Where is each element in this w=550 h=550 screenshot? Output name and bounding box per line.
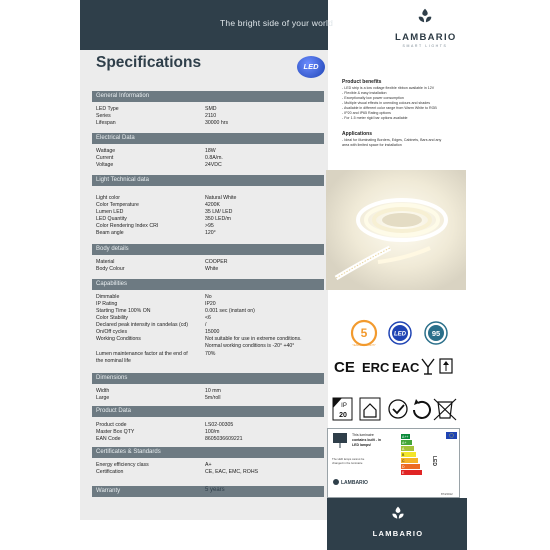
benefit-line: - IP20 and IP65 Rating options xyxy=(342,111,391,115)
warranty-arc-text: YEARS WARRANTY xyxy=(352,344,376,347)
row-label: Color Rendering Index CRI xyxy=(96,223,159,229)
warranty-years-text: 5 xyxy=(360,326,368,340)
row-value: 8605036609221 xyxy=(205,436,243,442)
row-label: Working Conditions xyxy=(96,336,141,342)
ip20-icon xyxy=(333,398,352,420)
recycle-check-icon xyxy=(389,400,407,418)
brand-subtitle: SMART LIGHTS xyxy=(402,44,448,48)
row-value: 5m/roll xyxy=(205,395,221,401)
row-value: <6 xyxy=(205,315,211,321)
row-value: 24VDC xyxy=(205,162,222,168)
row-label: IP Rating xyxy=(96,301,118,307)
benefit-line: - Available in different color range from Warm White to RGB xyxy=(342,106,437,110)
row-value: A+ xyxy=(205,462,212,468)
row-label: Certification xyxy=(96,469,124,475)
energy-class-label: C xyxy=(402,459,405,463)
led-icon-text: LED xyxy=(394,331,406,338)
section-product-header: Product Data xyxy=(92,406,324,417)
row-value: CE, EAC, EMC, ROHS xyxy=(205,469,259,475)
energy-label xyxy=(327,428,460,498)
section-electrical-header: Electrical Data xyxy=(92,133,324,144)
warranty-value: 5 years xyxy=(205,487,225,493)
benefit-line: - For 1.5 meter rigid bar options available xyxy=(342,116,408,120)
row-label: Dimmable xyxy=(96,294,120,300)
row-value: 70% xyxy=(205,351,216,357)
energy-side-label: LED xyxy=(431,456,437,466)
tagline: The bright side of your world xyxy=(220,18,334,28)
energy-brand: LAMBARIO xyxy=(341,480,368,486)
row-label: Material xyxy=(96,259,115,265)
row-value: >95 xyxy=(205,223,214,229)
row-value: COOPER xyxy=(205,259,228,265)
cri-icon-text: 95 xyxy=(431,329,441,338)
warranty-5-years-icon xyxy=(352,321,376,347)
row-label: Series xyxy=(96,113,111,119)
ce-mark-icon: CE xyxy=(334,359,355,376)
row-value: SMD xyxy=(205,106,217,112)
energy-class-label: D xyxy=(402,465,405,469)
certification-marks xyxy=(330,355,460,377)
row-label: Body Colour xyxy=(96,266,125,272)
row-value: 350 LED/m xyxy=(205,216,231,222)
lamp-icon xyxy=(440,359,452,373)
lambario-mark-icon xyxy=(416,7,434,25)
row-value: LS02-00305 xyxy=(205,422,234,428)
row-label: Starting Time 100% ON xyxy=(96,308,151,314)
lambario-mark-small-icon xyxy=(333,479,339,485)
row-label: Master Box QTY xyxy=(96,429,135,435)
footer-logo xyxy=(370,505,426,538)
energy-class-label: E xyxy=(402,471,405,475)
row-label: On/Off cycles xyxy=(96,329,128,335)
energy-small-2: changed in the luminaire xyxy=(332,461,363,465)
row-label: Voltage xyxy=(96,162,114,168)
row-value: 15000 xyxy=(205,329,220,335)
application-line: - Ideal for illuminating Borders, Edges, Cabinets, Bars and any xyxy=(342,138,442,142)
ip-bottom-text: 20 xyxy=(339,412,347,419)
row-value: 100/m xyxy=(205,429,220,435)
row-value: No xyxy=(205,294,212,300)
feature-badges xyxy=(336,318,456,348)
row-value: Natural White xyxy=(205,195,237,201)
section-capabilities-header: Capabilities xyxy=(92,279,324,290)
eu-flag-icon xyxy=(446,432,457,439)
applications-title: Applications xyxy=(342,131,373,137)
row-label: Current xyxy=(96,155,114,161)
lambario-mark-footer-icon xyxy=(390,505,406,521)
section-certificates-header: Certificates & Standards xyxy=(92,447,324,458)
row-label: Lifespan xyxy=(96,120,116,126)
erc-mark-icon: ERC xyxy=(362,360,390,375)
benefit-line: - Flexible & easy installation xyxy=(342,91,387,95)
row-label: Declared peak intensity in candelas (cd) xyxy=(96,322,188,328)
row-value: 4200K xyxy=(205,202,221,208)
row-value: IP20 xyxy=(205,301,216,307)
row-label: the nominal life xyxy=(96,358,131,364)
section-general-header: General Information xyxy=(92,91,324,102)
energy-class-label: A xyxy=(402,447,405,451)
section-warranty-header: Warranty xyxy=(92,486,324,497)
row-value: 0.001 sec (instant on) xyxy=(205,308,255,314)
led-badge: LED xyxy=(297,56,325,78)
row-label: Energy efficiency class xyxy=(96,462,149,468)
application-line: area with limited space for installation xyxy=(342,143,402,147)
brand-name: LAMBARIO xyxy=(395,32,457,43)
eac-mark-icon: EAC xyxy=(392,360,420,375)
row-value: 2110 xyxy=(205,113,217,119)
row-value: / xyxy=(205,322,207,328)
row-value: Not suitable for use in extreme conditions. xyxy=(205,336,302,342)
row-label: Color Stability xyxy=(96,315,129,321)
row-label: Color Temperature xyxy=(96,202,139,208)
row-value: 35 LM/ LED xyxy=(205,209,233,215)
row-label: Width xyxy=(96,388,110,394)
section-dimensions-header: Dimensions xyxy=(92,373,324,384)
indoor-use-icon xyxy=(360,398,380,420)
row-value: 0.8A/m. xyxy=(205,155,223,161)
energy-class-label: A+ xyxy=(402,441,407,445)
section-light-header: Light Technical data xyxy=(92,175,324,186)
row-value: 18W xyxy=(205,148,216,154)
row-label: Lumen maintenance factor at the end of xyxy=(96,351,188,357)
page-title: Specifications xyxy=(96,54,202,71)
benefit-line: - LED strip is a low voltage flexible ribbon available in 12V xyxy=(342,86,435,90)
row-label: Light color xyxy=(96,195,120,201)
row-label: Beam angle xyxy=(96,230,124,236)
row-value: White xyxy=(205,266,219,272)
energy-class-label: B xyxy=(402,453,405,457)
row-label: Lumen LED xyxy=(96,209,124,215)
power-supply-icon xyxy=(422,359,434,374)
row-label: Large xyxy=(96,395,110,401)
benefits-title: Product benefits xyxy=(342,79,382,85)
energy-regulation: 874/2012 xyxy=(441,492,453,496)
row-value: 10 mm xyxy=(205,388,221,394)
led-strip-coil-image xyxy=(326,170,466,290)
section-body-header: Body details xyxy=(92,244,324,255)
cri-95-icon xyxy=(425,322,447,344)
energy-class-label: A++ xyxy=(402,435,409,439)
energy-class-scale xyxy=(401,434,422,475)
row-label: LED Quantity xyxy=(96,216,127,222)
brand-logo xyxy=(395,7,455,48)
benefit-line: - Multiple visual effects in unending colours and shades xyxy=(342,101,431,105)
row-value: Normal working conditions is -20° +40° xyxy=(205,343,295,349)
footer-brand: LAMBARIO xyxy=(372,529,424,538)
row-label: LED Type xyxy=(96,106,119,112)
energy-text-1: This luminaire xyxy=(352,433,374,437)
energy-text-2: contains built - in xyxy=(352,438,381,442)
energy-text-3: LED lamps! xyxy=(352,443,372,447)
energy-small-1: The LED lamps cannot be xyxy=(332,457,365,461)
row-label: Wattage xyxy=(96,148,116,154)
eco-cycle-icon xyxy=(414,399,430,418)
weee-bin-icon xyxy=(434,399,456,420)
row-label: EAN Code xyxy=(96,436,121,442)
ip-top-text: IP xyxy=(341,403,347,409)
benefit-line: - Exceptionally low power consumption xyxy=(342,96,404,100)
lamp-bulb-icon xyxy=(333,433,347,448)
row-label: Product code xyxy=(96,422,127,428)
led-icon xyxy=(389,322,411,344)
row-value: 120° xyxy=(205,230,216,236)
product-photo xyxy=(326,170,466,290)
safety-marks xyxy=(330,396,460,422)
row-value: 30000 hrs xyxy=(205,120,229,126)
